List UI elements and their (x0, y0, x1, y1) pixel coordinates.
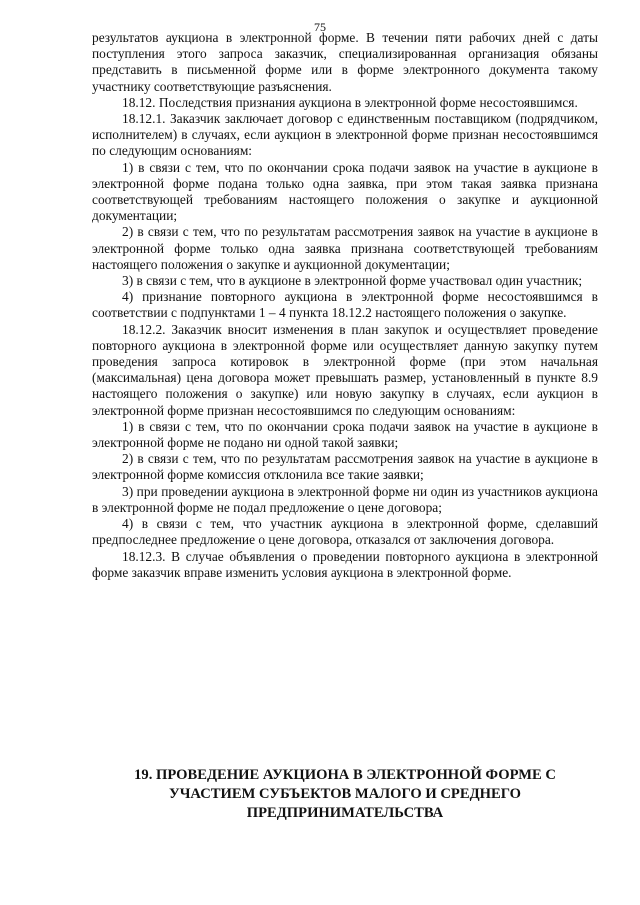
list-item: 1) в связи с тем, что по окончании срока подачи заявок на участие в аукционе в электронной форме подана только одна заявка, при этом такая заявка признана соответствующей требованиям настоящего положения о закупке и аукционной документации; (92, 159, 598, 224)
paragraph-18-12-2: 18.12.2. Заказчик вносит изменения в план закупок и осуществляет проведение повторного аукциона в электронной форме или осуществляет данную закупку путем проведения запроса котировок в электронной форме (при этом начальная (максимальная) цена договора может превышать размер, установленный в пункте 8.9 настоящего положения о закупке) или новую закупку в случаях, если аукцион в электронной форме признан несостоявшимся по следующим основаниям: (92, 321, 598, 418)
paragraph-18-12: 18.12. Последствия признания аукциона в электронной форме несостоявшимся. (122, 94, 578, 110)
paragraph-18-12-3: 18.12.3. В случае объявления о проведении повторного аукциона в электронной форме заказчик вправе изменить условия аукциона в электронной форме. (92, 548, 598, 580)
list-item: 2) в связи с тем, что по результатам рассмотрения заявок на участие в аукционе в электронной форме комиссия отклонила все такие заявки; (92, 451, 598, 483)
section-heading-line: ПРЕДПРИНИМАТЕЛЬСТВА (246, 805, 444, 821)
section-heading (92, 766, 598, 823)
paragraph-continuation: результатов аукциона в электронной форме. В течении пяти рабочих дней с даты поступления этого запроса заказчик, специализированная организация обязаны представить в письменной форме или в форме электронного документа такому участнику соответствующие разъяснения. (92, 30, 598, 94)
list-item: 3) в связи с тем, что в аукционе в электронной форме участвовал один участник; (122, 273, 583, 289)
list-item: 3) при проведении аукциона в электронной форме ни один из участников аукциона в электронной форме не подал предложение о цене договора; (92, 483, 598, 515)
list-item: 4) признание повторного аукциона в электронной форме несостоявшимся в соответствии с подпунктами 1 – 4 пункта 18.12.2 настоящего положения о закупке. (92, 289, 598, 321)
body-text (92, 30, 598, 581)
page-number: 75 (314, 20, 326, 34)
list-item: 4) в связи с тем, что участник аукциона в электронной форме, сделавший предпоследнее предложение о цене договора, отказался от заключения договора. (92, 516, 598, 548)
section-heading-line: УЧАСТИЕМ СУБЪЕКТОВ МАЛОГО И СРЕДНЕГО (169, 786, 521, 802)
section-heading-line: 19. ПРОВЕДЕНИЕ АУКЦИОНА В ЭЛЕКТРОННОЙ ФОРМЕ С (134, 767, 556, 783)
list-item: 1) в связи с тем, что по окончании срока подачи заявок на участие в аукционе в электронной форме не подано ни одной такой заявки; (92, 418, 598, 451)
paragraph-18-12-1: 18.12.1. Заказчик заключает договор с единственным поставщиком (подрядчиком, исполнителем) в случаях, если аукцион в электронной форме признан несостоявшимся по следующим основаниям: (92, 111, 598, 159)
list-item: 2) в связи с тем, что по результатам рассмотрения заявок на участие в аукционе в электронной форме только одна заявка признана соответствующей требованиям настоящего положения о закупке и аукционной документации; (92, 224, 598, 272)
